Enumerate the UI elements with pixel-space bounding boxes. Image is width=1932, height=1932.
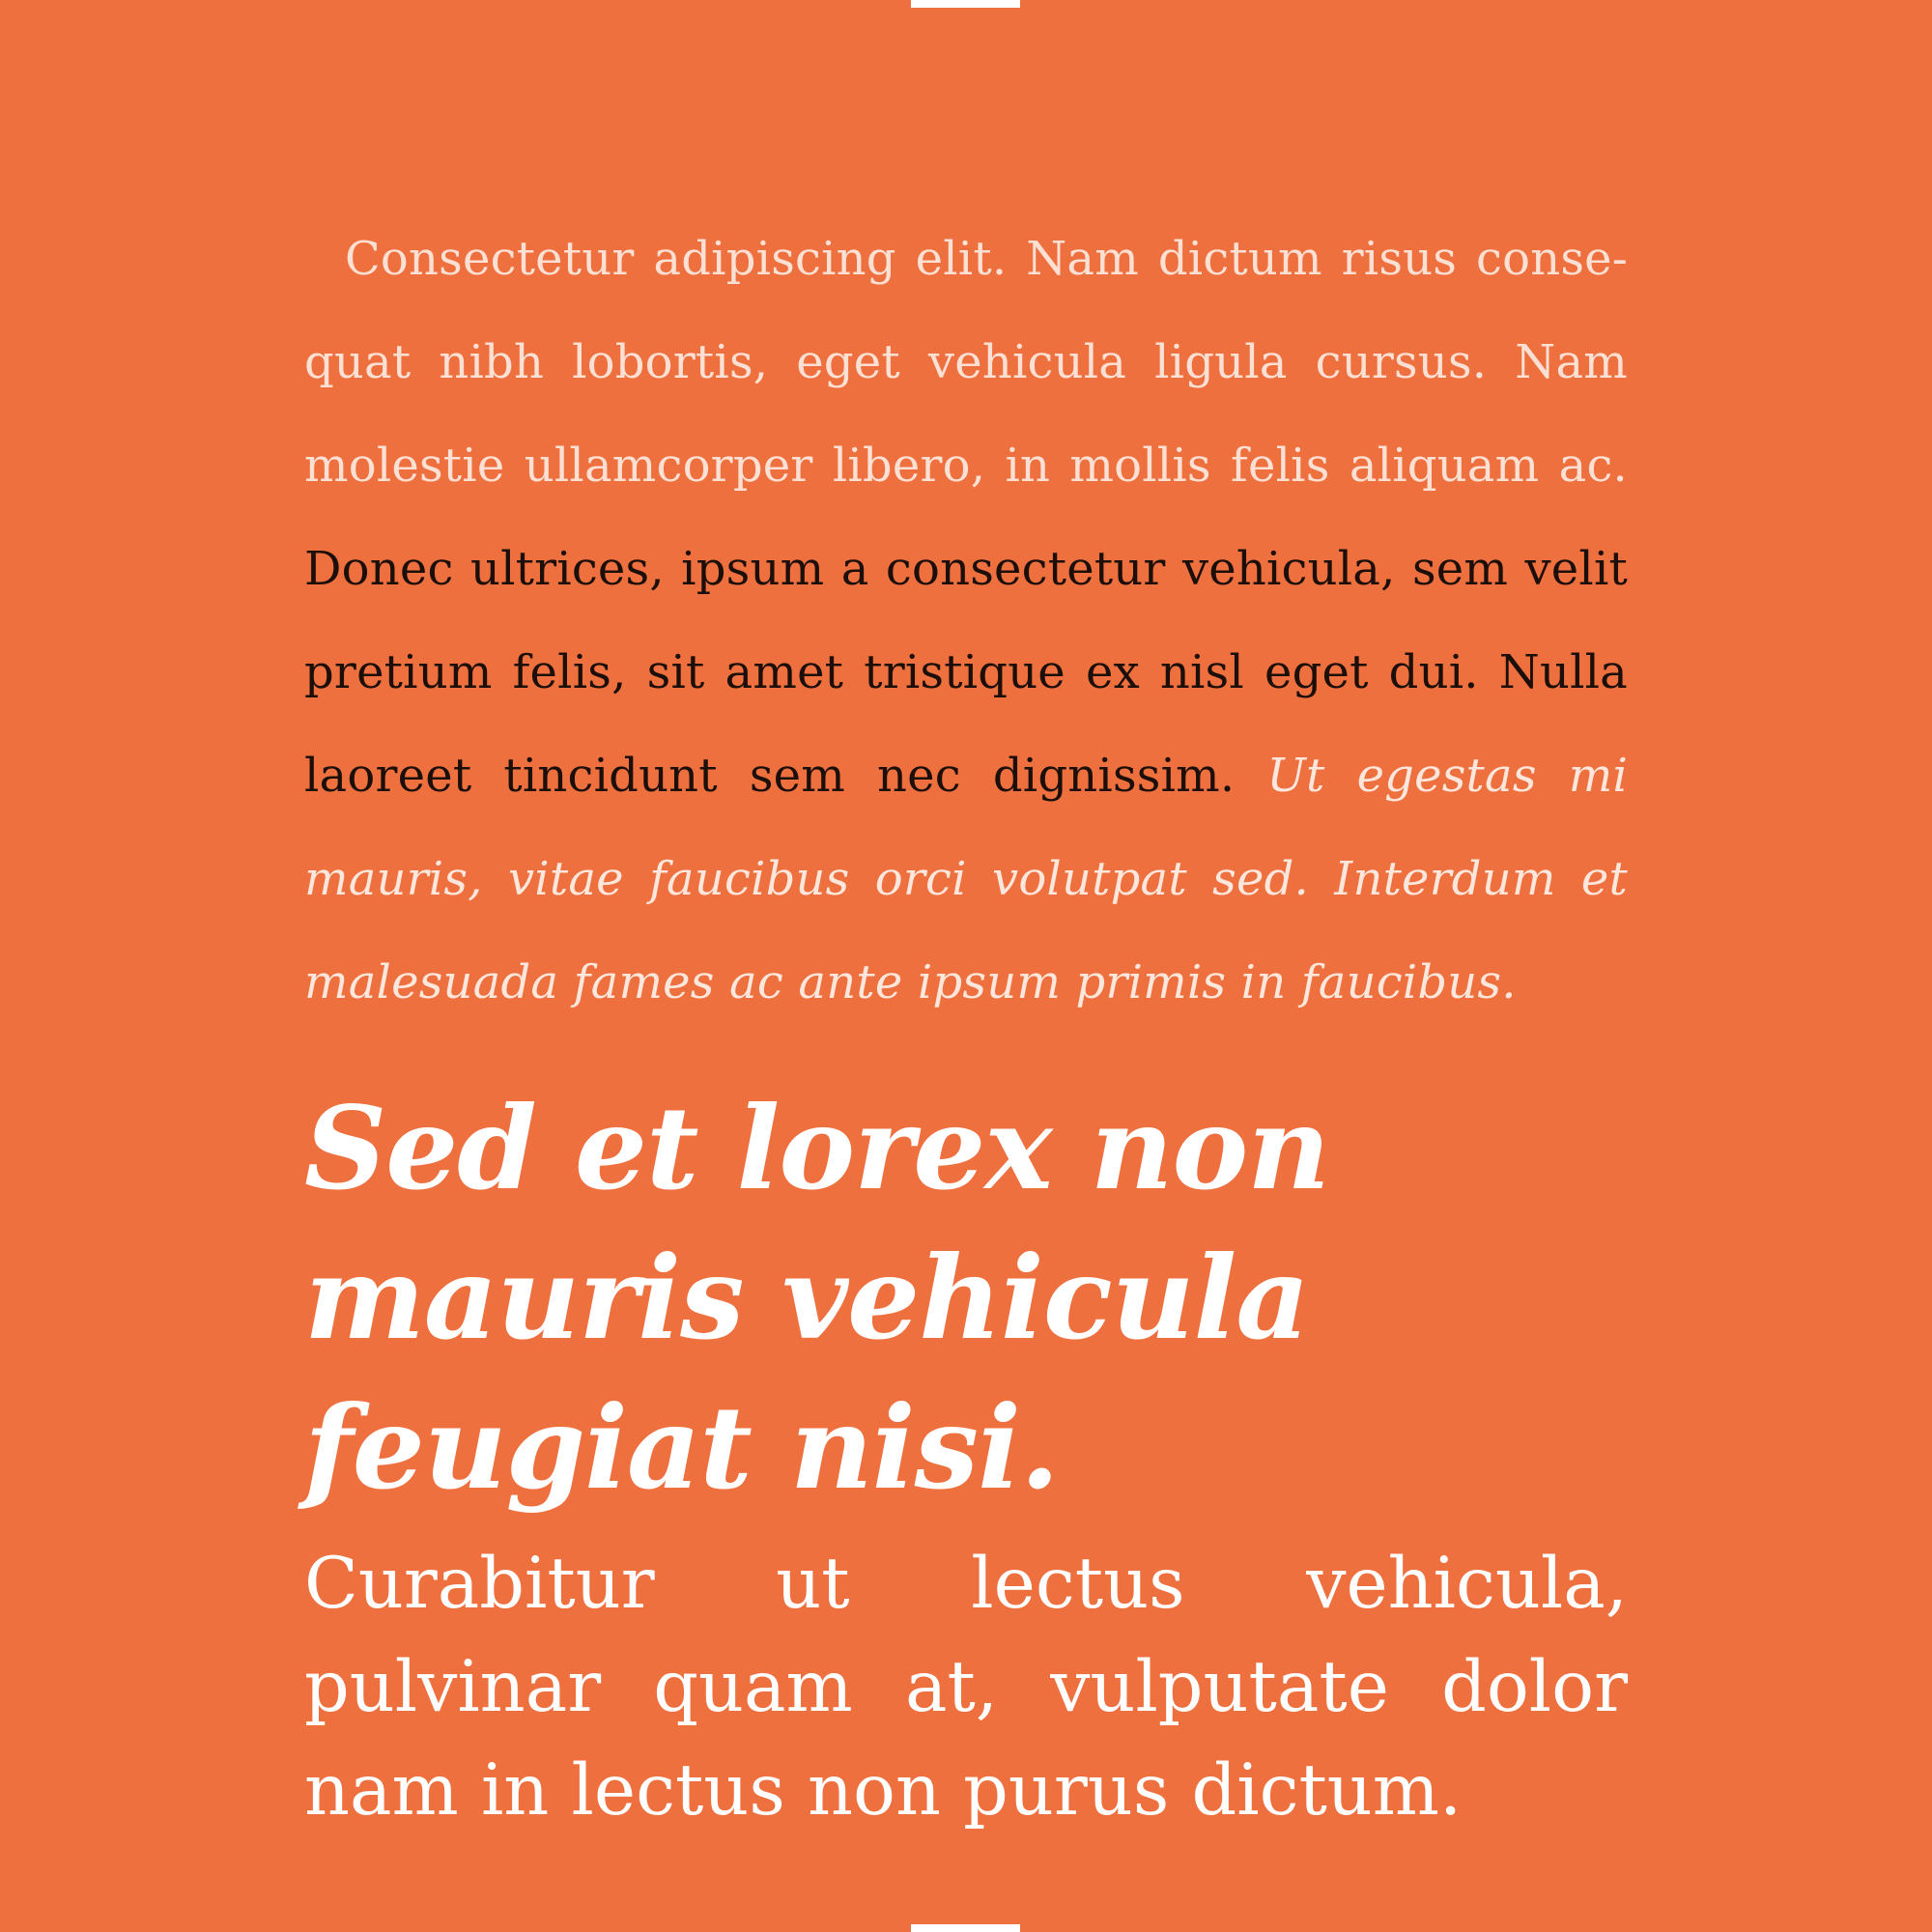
light-text-run: Consectetur adipiscing elit. Nam dictum risus consequat nibh lobortis, eget vehicula ligula cursus. Nam molestie ullamcorper libero, in mollis felis aliquam ac. xyxy=(304,232,1628,493)
text-specimen xyxy=(304,208,1628,1842)
pull-quote-part-2: nisi. xyxy=(751,1380,1059,1515)
bottom-marker xyxy=(911,1924,1020,1932)
lead-paragraph: Curabitur ut lectus vehicula, pulvinar quam at, vulputate dolor nam in lectus non purus dictum. xyxy=(304,1543,1628,1832)
body-paragraph xyxy=(304,208,1628,1035)
pull-quote-bold: feugiat xyxy=(304,1380,752,1515)
pull-quote-part-1: Sed et lorex non mauris vehicula xyxy=(304,1081,1330,1365)
top-marker xyxy=(911,0,1020,8)
pull-quote xyxy=(304,1073,1628,1522)
italic-text-run: Ut egestas mi mauris, vitae faucibus orci volutpat sed. Interdum et malesuada fames ac ante ipsum primis in faucibus. xyxy=(304,749,1628,1009)
dark-text-run: Donec ultrices, ipsum a consectetur vehicula, sem velit pretium felis, sit amet tristique ex nisl eget dui. Nulla laoreet tincidunt sem nec dignissim. xyxy=(304,542,1628,803)
